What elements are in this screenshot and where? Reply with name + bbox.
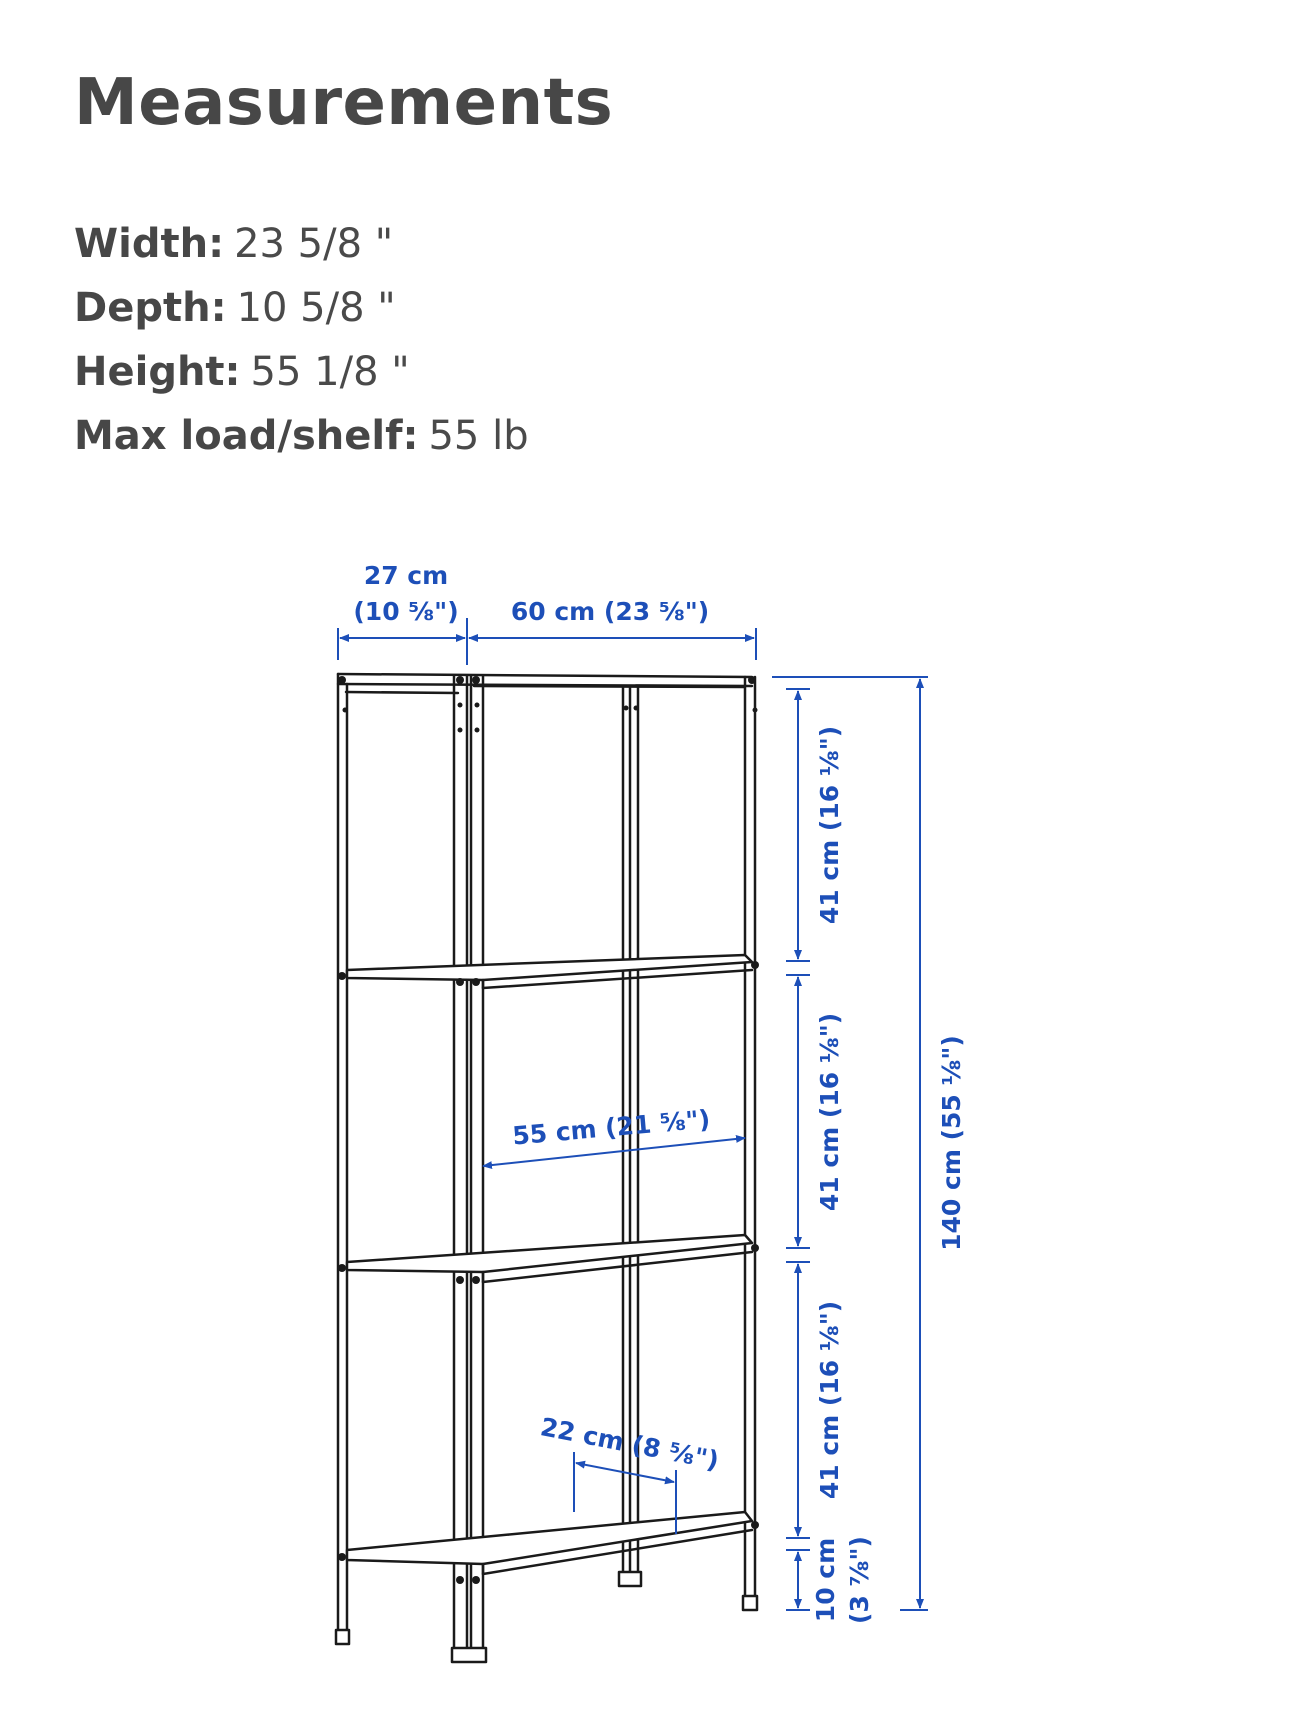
spec-label: Height: xyxy=(74,349,241,395)
left-back-post xyxy=(336,674,349,1644)
base-label-in: (3 ⅞") xyxy=(845,1536,874,1624)
shelf-1 xyxy=(347,955,752,988)
shelf-3 xyxy=(347,1512,752,1574)
spacing-top-label: 41 cm (16 ⅛") xyxy=(815,725,844,925)
spec-value: 55 lb xyxy=(428,413,529,459)
shelf-2 xyxy=(347,1235,752,1282)
spec-label: Depth: xyxy=(74,285,227,331)
shelf-depth-label: 22 cm (8 ⅝") xyxy=(538,1412,722,1476)
spacing-low-label: 41 cm (16 ⅛") xyxy=(815,1300,844,1500)
spacing-mid-label: 41 cm (16 ⅛") xyxy=(815,1012,844,1212)
spec-label: Width: xyxy=(74,221,225,267)
dimension-labels xyxy=(353,561,966,1624)
spec-label: Max load/shelf: xyxy=(74,413,419,459)
spec-value: 23 5/8 " xyxy=(234,221,394,267)
depth-label-in: (10 ⅝") xyxy=(353,597,459,626)
front-right-post xyxy=(743,677,757,1610)
front-left-post xyxy=(452,676,486,1662)
shelf-unit-drawing xyxy=(336,674,759,1662)
spec-value: 55 1/8 " xyxy=(250,349,410,395)
spec-value: 10 5/8 " xyxy=(236,285,396,331)
depth-label-cm: 27 cm xyxy=(363,561,449,590)
page-title: Measurements xyxy=(74,66,614,140)
total-height-label: 140 cm (55 ⅛") xyxy=(937,1035,966,1251)
top-frame xyxy=(338,674,752,693)
base-label-cm: 10 cm xyxy=(811,1537,840,1623)
shelf-depth-dimension-line xyxy=(576,1463,674,1482)
shelf-width-label: 55 cm (21 ⅝") xyxy=(511,1104,712,1151)
width-label: 60 cm (23 ⅝") xyxy=(510,597,710,626)
